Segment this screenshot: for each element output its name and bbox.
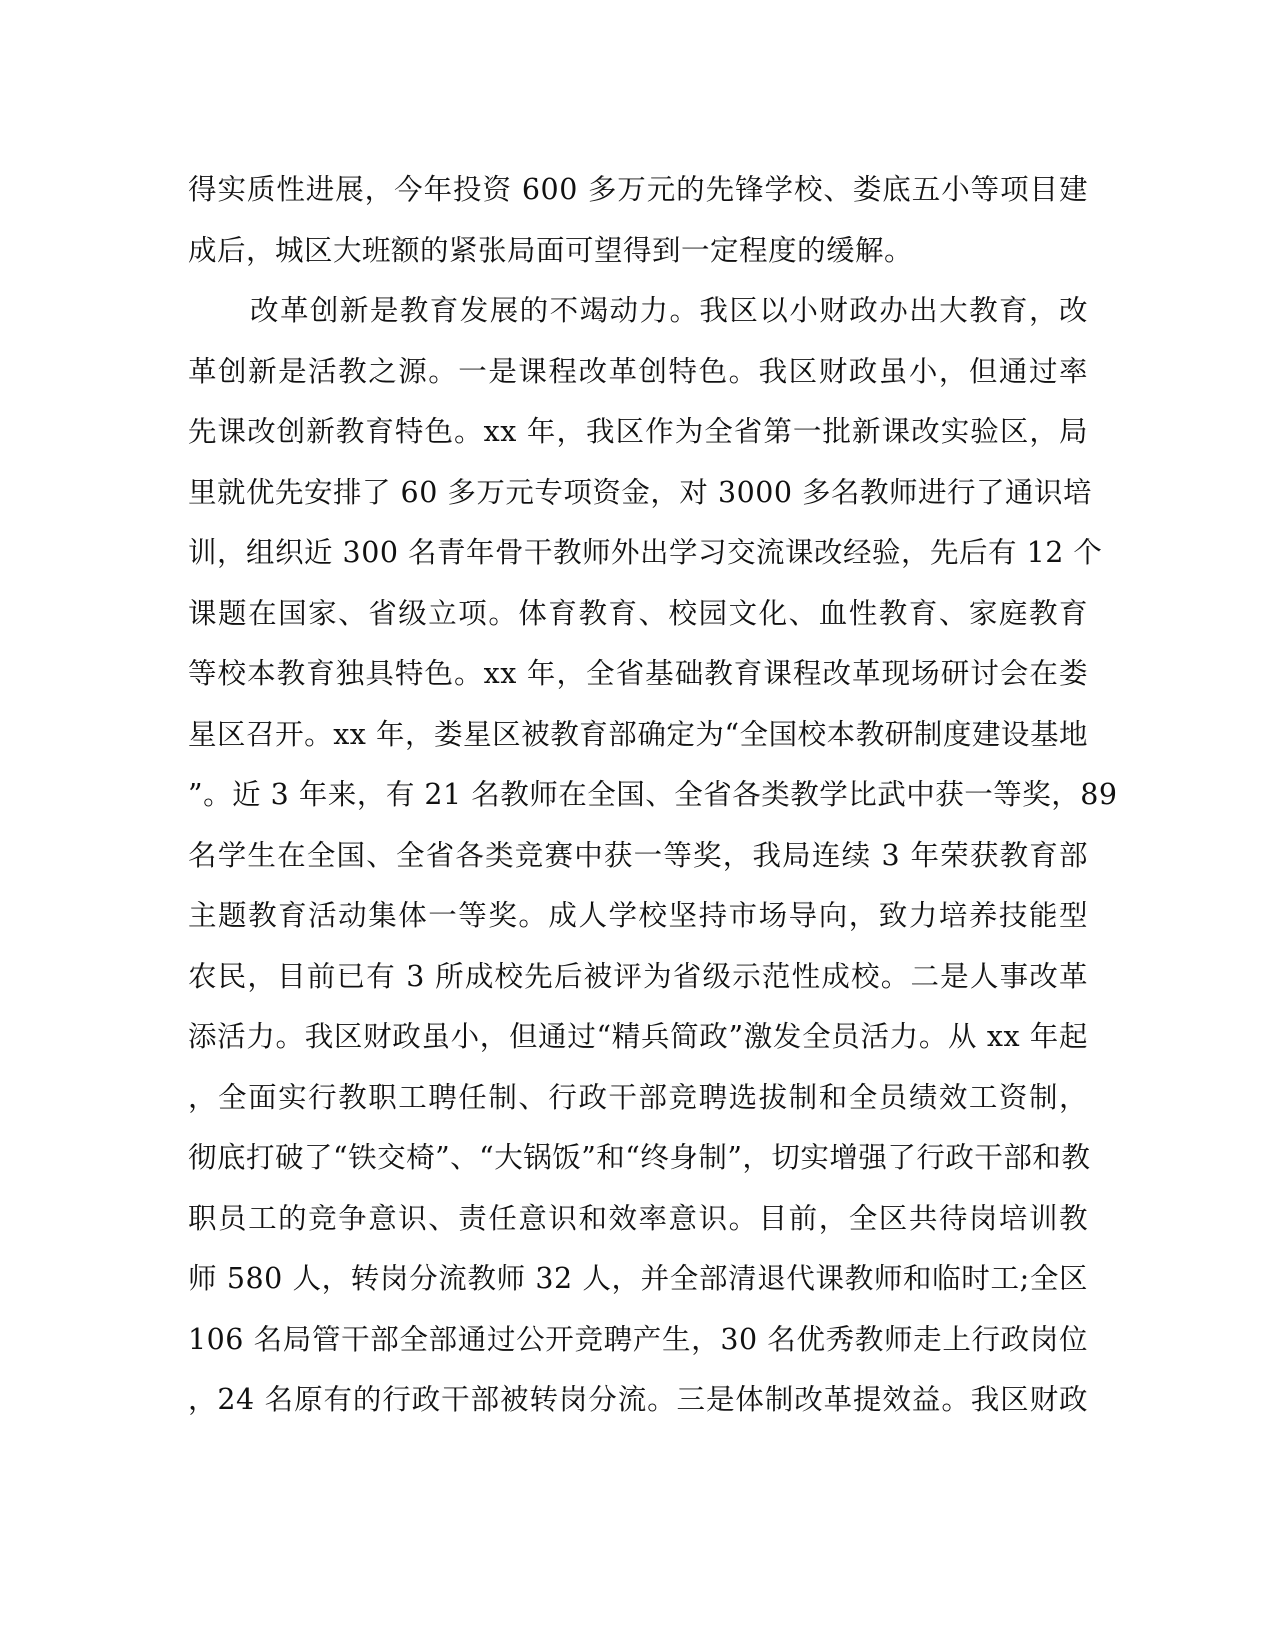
text-line-13: 主题教育活动集体一等奖。成人学校坚持市场导向，致力培养技能型	[188, 899, 1088, 932]
text-line-12: 名学生在全国、全省各类竞赛中获一等奖，我局连续 3 年荣获教育部	[188, 838, 1088, 872]
text-line-2: 成后，城区大班额的紧张局面可望得到一定程度的缓解。	[188, 233, 914, 267]
text-line-10: 星区召开。xx 年，娄星区被教育部确定为“全国校本教研制度建设基地	[188, 717, 1088, 751]
text-line-16: ，全面实行教职工聘任制、行政干部竞聘选拔制和全员绩效工资制，	[188, 1080, 1088, 1114]
text-line-21: ，24 名原有的行政干部被转岗分流。三是体制改革提效益。我区财政	[188, 1383, 1088, 1416]
text-line-1: 得实质性进展，今年投资 600 多万元的先锋学校、娄底五小等项目建	[188, 173, 1088, 206]
text-line-19: 师 580 人，转岗分流教师 32 人，并全部清退代课教师和临时工;全区	[188, 1262, 1088, 1295]
text-line-20: 106 名局管干部全部通过公开竞聘产生，30 名优秀教师走上行政岗位	[188, 1322, 1088, 1356]
text-line-9: 等校本教育独具特色。xx 年，全省基础教育课程改革现场研讨会在娄	[188, 657, 1088, 690]
text-line-5: 先课改创新教育特色。xx 年，我区作为全省第一批新课改实验区，局	[188, 415, 1088, 448]
text-line-14: 农民，目前已有 3 所成校先后被评为省级示范性成校。二是人事改革	[188, 959, 1088, 993]
text-line-17: 彻底打破了“铁交椅”、“大锅饭”和“终身制”，切实增强了行政干部和教	[188, 1141, 1091, 1174]
text-line-8: 课题在国家、省级立项。体育教育、校园文化、血性教育、家庭教育	[188, 596, 1088, 630]
body-text	[188, 160, 1118, 1431]
text-line-7: 训，组织近 300 名青年骨干教师外出学习交流课改经验，先后有 12 个	[188, 536, 1103, 569]
text-line-15: 添活力。我区财政虽小，但通过“精兵简政”激发全员活力。从 xx 年起	[188, 1020, 1088, 1053]
text-line-6: 里就优先安排了 60 多万元专项资金，对 3000 多名教师进行了通识培	[188, 475, 1093, 509]
text-line-4: 革创新是活教之源。一是课程改革创特色。我区财政虽小，但通过率	[188, 354, 1088, 388]
text-line-18: 职员工的竞争意识、责任意识和效率意识。目前，全区共待岗培训教	[188, 1201, 1088, 1235]
text-line-3-paragraph-start: 改革创新是教育发展的不竭动力。我区以小财政办出大教育，改	[250, 294, 1088, 327]
text-line-11: ”。近 3 年来，有 21 名教师在全国、全省各类教学比武中获一等奖，89	[188, 778, 1118, 811]
